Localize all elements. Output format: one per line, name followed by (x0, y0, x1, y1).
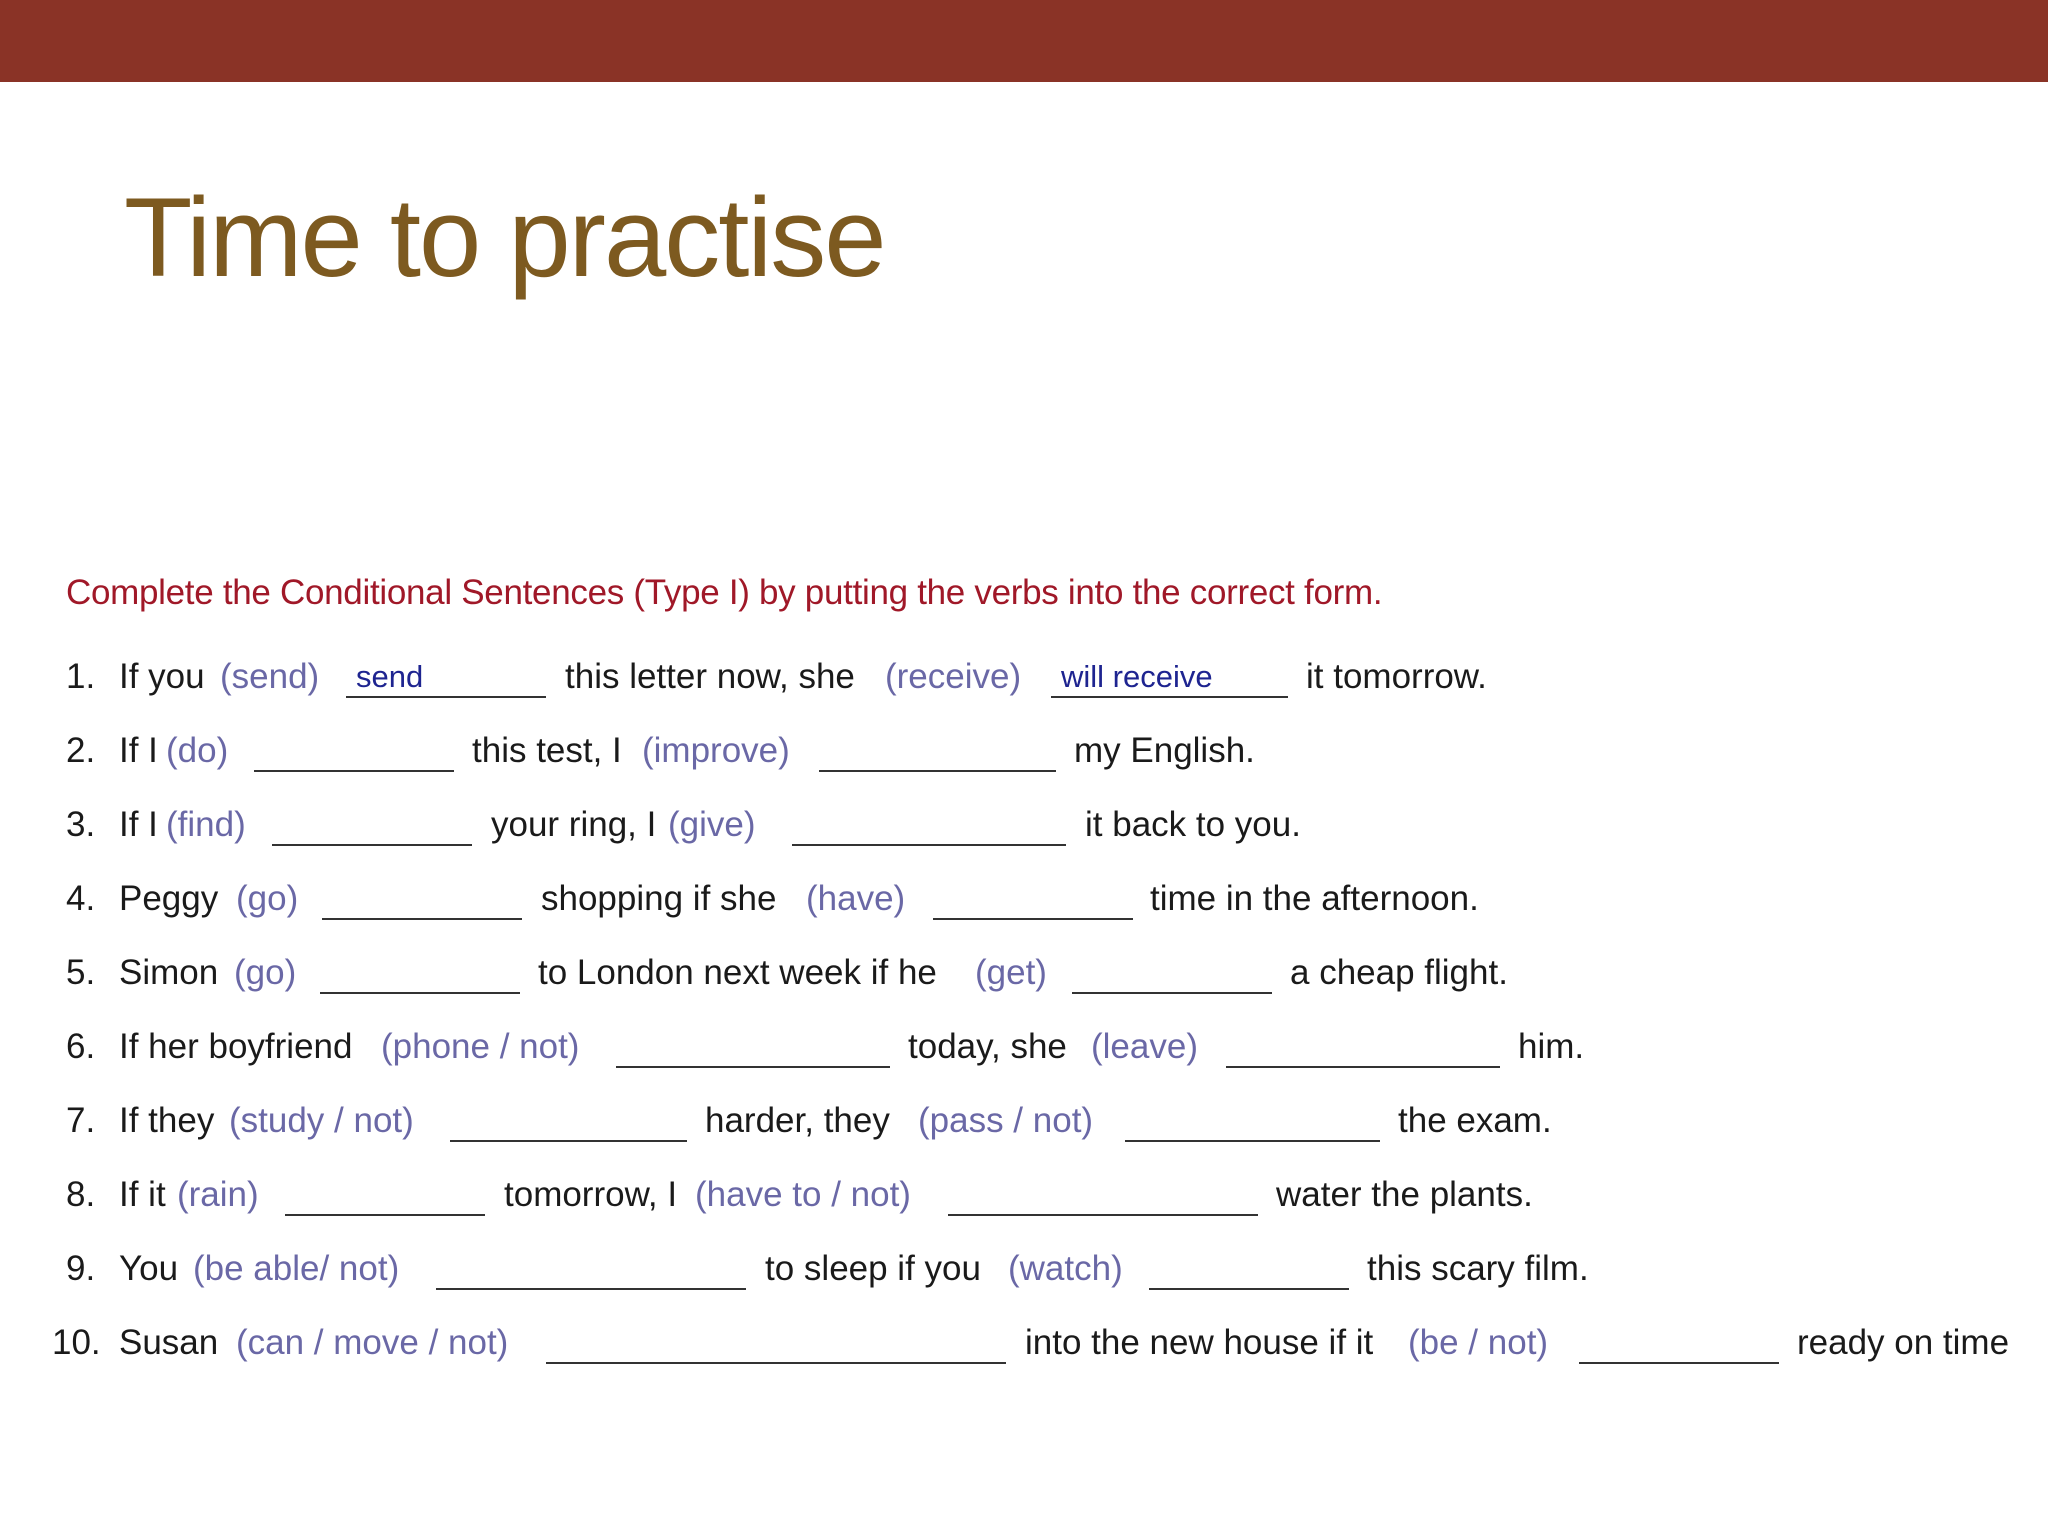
question-text-start: If they (119, 1101, 215, 1140)
answer-blank[interactable] (450, 1096, 687, 1142)
question-text-end: my English. (1074, 731, 1255, 770)
question-text-start: You (119, 1249, 179, 1288)
answer-blank[interactable] (436, 1244, 746, 1290)
verb-hint: (have to / not) (695, 1175, 911, 1214)
question-number: 9. (66, 1249, 96, 1288)
answer-blank[interactable] (1125, 1096, 1380, 1142)
question-text-start: Peggy (119, 879, 219, 918)
verb-hint: (go) (234, 953, 297, 992)
answer-blank[interactable] (1579, 1318, 1779, 1364)
question-text-middle: shopping if she (541, 879, 777, 918)
verb-hint: (improve) (642, 731, 790, 770)
question-text-end: him. (1518, 1027, 1585, 1066)
question-text-end: water the plants. (1276, 1175, 1533, 1214)
question-text-middle: harder, they (705, 1101, 890, 1140)
answer-blank[interactable] (933, 874, 1133, 920)
verb-hint: (send) (220, 657, 320, 696)
answer-text: will receive (1061, 659, 1213, 694)
question-text-middle: this test, I (472, 731, 622, 770)
question-number: 3. (66, 805, 96, 844)
verb-hint: (rain) (177, 1175, 259, 1214)
answer-blank[interactable] (322, 874, 522, 920)
question-text-start: If you (119, 657, 205, 696)
question-text-end: the exam. (1398, 1101, 1552, 1140)
question-text-start: Susan (119, 1323, 219, 1362)
answer-blank[interactable] (819, 726, 1056, 772)
answer-blank[interactable] (1149, 1244, 1349, 1290)
question-number: 8. (66, 1175, 96, 1214)
question-text-start: If I (119, 731, 158, 770)
verb-hint: (watch) (1008, 1249, 1123, 1288)
exercise-instruction: Complete the Conditional Sentences (Type I) by putting the verbs into the correct form. (66, 573, 1383, 612)
question-text-end: it back to you. (1085, 805, 1301, 844)
answer-blank[interactable] (792, 800, 1066, 846)
answer-blank[interactable] (320, 948, 520, 994)
question-number: 2. (66, 731, 96, 770)
verb-hint: (go) (236, 879, 299, 918)
verb-hint: (give) (668, 805, 756, 844)
answer-blank[interactable] (285, 1170, 485, 1216)
question-text-end: ready on time (1797, 1323, 2010, 1362)
question-text-end: time in the afternoon. (1150, 879, 1479, 918)
answer-blank[interactable] (616, 1022, 890, 1068)
question-text-middle: today, she (908, 1027, 1067, 1066)
verb-hint: (pass / not) (918, 1101, 1094, 1140)
question-number: 4. (66, 879, 96, 918)
question-text-middle: into the new house if it (1025, 1323, 1374, 1362)
answer-blank[interactable] (1226, 1022, 1500, 1068)
verb-hint: (phone / not) (381, 1027, 580, 1066)
question-text-start: If it (119, 1175, 166, 1214)
question-text-start: If her boyfriend (119, 1027, 353, 1066)
answer-blank[interactable] (254, 726, 454, 772)
question-text-end: it tomorrow. (1306, 657, 1487, 696)
answer-text: send (356, 659, 424, 694)
question-text-end: a cheap flight. (1290, 953, 1508, 992)
question-number: 6. (66, 1027, 96, 1066)
verb-hint: (can / move / not) (236, 1323, 509, 1362)
verb-hint: (leave) (1091, 1027, 1198, 1066)
answer-blank[interactable] (1051, 652, 1288, 698)
answer-blank[interactable] (272, 800, 472, 846)
question-text-start: Simon (119, 953, 219, 992)
question-number: 10. (52, 1323, 101, 1362)
question-number: 5. (66, 953, 96, 992)
verb-hint: (have) (806, 879, 906, 918)
answer-blank[interactable] (948, 1170, 1258, 1216)
question-text-start: If I (119, 805, 158, 844)
answer-blank[interactable] (346, 652, 546, 698)
question-text-middle: tomorrow, I (504, 1175, 678, 1214)
question-text-middle: this letter now, she (565, 657, 855, 696)
question-text-middle: to sleep if you (765, 1249, 981, 1288)
verb-hint: (receive) (885, 657, 1022, 696)
verb-hint: (be / not) (1408, 1323, 1549, 1362)
question-number: 1. (66, 657, 96, 696)
verb-hint: (study / not) (229, 1101, 414, 1140)
question-number: 7. (66, 1101, 96, 1140)
question-text-end: this scary film. (1367, 1249, 1589, 1288)
question-text-middle: to London next week if he (538, 953, 937, 992)
verb-hint: (get) (975, 953, 1047, 992)
verb-hint: (do) (166, 731, 229, 770)
answer-blank[interactable] (546, 1318, 1006, 1364)
answer-blank[interactable] (1072, 948, 1272, 994)
question-text-middle: your ring, I (491, 805, 657, 844)
verb-hint: (be able/ not) (193, 1249, 400, 1288)
verb-hint: (find) (166, 805, 246, 844)
slide-title: Time to practise (124, 175, 885, 300)
